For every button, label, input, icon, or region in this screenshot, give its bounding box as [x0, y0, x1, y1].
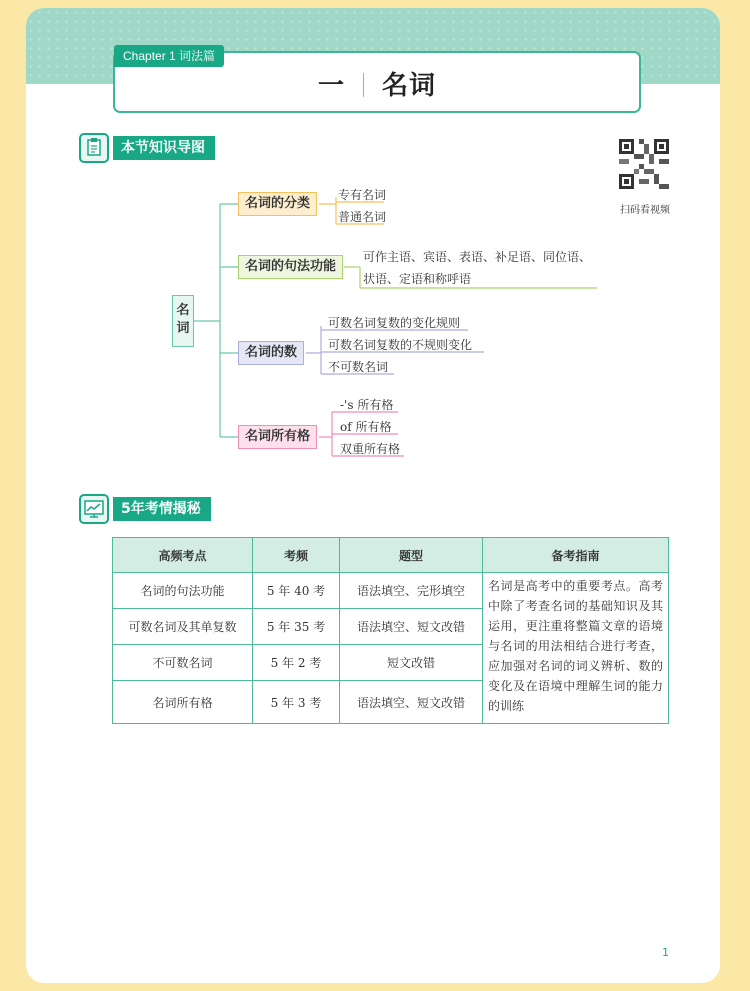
table-header-row: [113, 538, 669, 573]
table-cell: 5 年 2 考: [253, 645, 340, 681]
mindmap-leaf: 专有名词: [338, 188, 387, 202]
column-header: 考频: [253, 538, 340, 573]
mindmap-leaf: -'s 所有格: [340, 398, 394, 412]
table-cell: 可数名词及其单复数: [113, 609, 253, 645]
page: [26, 8, 720, 983]
section-label: 本节知识导图: [113, 136, 215, 160]
page-number: 1: [662, 946, 669, 959]
mindmap-leaf: 状语、定语和称呼语: [363, 272, 472, 286]
mindmap-leaf: 可数名词复数的变化规则: [328, 316, 461, 330]
column-header: 高频考点: [113, 538, 253, 573]
chapter-name: 名词: [382, 71, 437, 101]
mindmap-branch-classification: 名词的分类: [238, 192, 317, 216]
mindmap-root: 名词: [172, 295, 194, 347]
table-row: [113, 573, 669, 609]
table-cell: 短文改错: [340, 645, 483, 681]
mindmap-leaf: 双重所有格: [340, 442, 401, 456]
mindmap-leaf: 普通名词: [338, 210, 387, 224]
table-cell: 5 年 35 考: [253, 609, 340, 645]
chart-monitor-icon: [79, 494, 109, 524]
section-label: 5年考情揭秘: [113, 497, 211, 521]
mindmap-leaf: of 所有格: [340, 420, 392, 434]
mindmap-leaf: 可作主语、宾语、表语、补足语、同位语、: [363, 250, 592, 264]
column-header: 备考指南: [483, 538, 669, 573]
table-cell: 语法填空、完形填空: [340, 573, 483, 609]
chapter-number: 一: [317, 71, 345, 101]
prep-guide-cell: 名词是高考中的重要考点。高考中除了考查名词的基础知识及其运用，更注重将整篇文章的语境与名词的用法相结合进行考查，应加强对名词的词义辨析、数的变化及在语境中理解生词的能力的训练: [483, 573, 669, 724]
mindmap-branch-syntax: 名词的句法功能: [238, 255, 343, 279]
table-cell: 5 年 3 考: [253, 681, 340, 724]
table-cell: 名词所有格: [113, 681, 253, 724]
column-header: 题型: [340, 538, 483, 573]
table-cell: 名词的句法功能: [113, 573, 253, 609]
mindmap-leaf: 不可数名词: [328, 360, 389, 374]
mindmap-branch-possessive: 名词所有格: [238, 425, 317, 449]
table-cell: 不可数名词: [113, 645, 253, 681]
qr-caption: 扫码看视频: [620, 205, 670, 216]
mindmap-leaf: 可数名词复数的不规则变化: [328, 338, 473, 352]
mindmap-branch-number: 名词的数: [238, 341, 304, 365]
exam-table: [112, 537, 669, 724]
table-cell: 语法填空、短文改错: [340, 681, 483, 724]
table-cell: 语法填空、短文改错: [340, 609, 483, 645]
table-cell: 5 年 40 考: [253, 573, 340, 609]
chapter-tag: Chapter 1 词法篇: [114, 45, 224, 67]
